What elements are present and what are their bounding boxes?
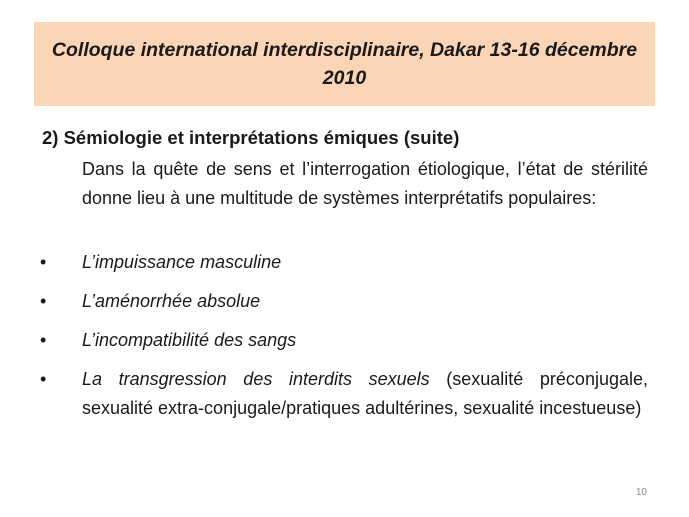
bullet-normal-text: (sexualité préconjugale, sexualité extra-conjugale/pratiques adultérines, sexualité incestueuse) [82,369,648,418]
bullet-icon: • [40,369,47,389]
list-item [0,326,689,355]
title-band [34,22,655,106]
bullet-text [82,326,648,355]
section-heading: 2) Sémiologie et interprétations émiques (suite) [42,127,460,148]
list-item [0,365,689,423]
list-item [0,287,689,316]
bullet-icon: • [40,330,47,350]
bullet-italic-text: L’impuissance masculine [82,252,282,272]
bullet-icon: • [40,252,47,272]
bullet-text [82,287,648,316]
bullet-italic-text: La transgression des interdits sexuels [82,369,430,389]
bullet-italic-text: L’incompatibilité des sangs [82,330,297,350]
bullet-italic-text: L’aménorrhée absolue [82,291,261,311]
slide-title: Colloque international interdisciplinaire, Dakar 13-16 décembre 2010 [51,39,638,89]
bullet-text [82,248,648,277]
bullet-icon: • [40,291,47,311]
bullet-text [82,365,648,423]
page-number: 10 [635,487,647,498]
bullet-list [0,248,689,433]
intro-paragraph: Dans la quête de sens et l’interrogation étiologique, l’état de stérilité donne lieu à une multitude de systèmes interprétatifs populaires: [82,159,648,208]
list-item [0,248,689,277]
